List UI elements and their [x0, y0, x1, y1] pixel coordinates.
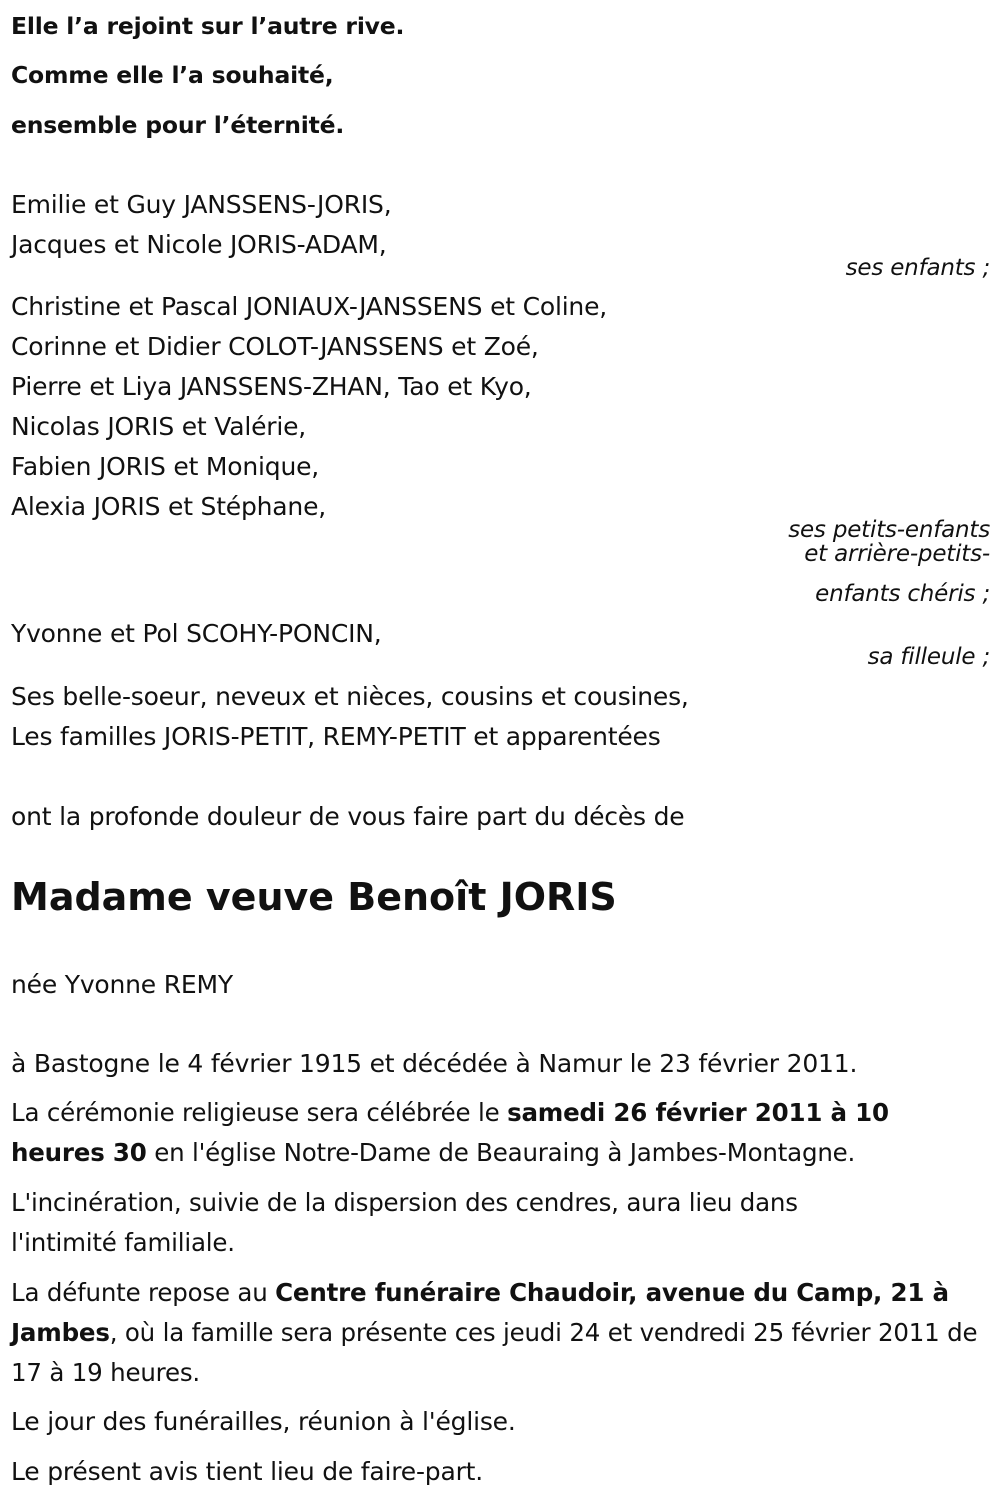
grandchild-line-2: Corinne et Didier COLOT-JANSSENS et Zoé,	[11, 332, 539, 361]
motto-line-1: Elle l’a rejoint sur l’autre rive.	[11, 12, 405, 40]
goddaughter-role: sa filleule ;	[867, 644, 990, 670]
grandchild-line-1: Christine et Pascal JONIAUX-JANSSENS et Coline,	[11, 292, 608, 321]
notice-line: Le présent avis tient lieu de faire-part.	[11, 1457, 484, 1486]
grandchild-line-3: Pierre et Liya JANSSENS-ZHAN, Tao et Kyo,	[11, 372, 532, 401]
motto-line-3: ensemble pour l’éternité.	[11, 111, 345, 139]
announcement: ont la profonde douleur de vous faire part du décès de	[11, 802, 685, 831]
repose-paragraph	[11, 1273, 986, 1393]
child-line-2: Jacques et Nicole JORIS-ADAM,	[11, 230, 387, 259]
grandchild-line-4: Nicolas JORIS et Valérie,	[11, 412, 307, 441]
grandchildren-role-line-1: ses petits-enfants	[788, 517, 990, 543]
ceremony-text-pre: La cérémonie religieuse sera célébrée le	[11, 1098, 508, 1127]
repose-location: Centre funéraire Chaudoir, avenue du Camp, 21 à Jambes	[11, 1278, 949, 1347]
motto-line-2: Comme elle l’a souhaité,	[11, 61, 334, 89]
goddaughter-line: Yvonne et Pol SCOHY-PONCIN,	[11, 619, 382, 648]
birth-death-line: à Bastogne le 4 février 1915 et décédée à Namur le 23 février 2011.	[11, 1049, 858, 1078]
relatives-line-2: Les familles JORIS-PETIT, REMY-PETIT et apparentées	[11, 722, 661, 751]
meeting-line: Le jour des funérailles, réunion à l'église.	[11, 1407, 516, 1436]
ceremony-text-post: en l'église Notre-Dame de Beauraing à Jambes-Montagne.	[146, 1138, 856, 1167]
repose-text-pre: La défunte repose au	[11, 1278, 276, 1307]
grandchildren-role-line-3: enfants chéris ;	[815, 581, 990, 607]
ceremony-date: samedi 26 février 2011 à 10 heures 30	[11, 1098, 889, 1167]
child-line-1: Emilie et Guy JANSSENS-JORIS,	[11, 190, 392, 219]
grandchild-line-5: Fabien JORIS et Monique,	[11, 452, 320, 481]
ceremony-paragraph	[11, 1093, 986, 1173]
incineration-paragraph: L'incinération, suivie de la dispersion des cendres, aura lieu dans l'intimité familiale.	[11, 1188, 798, 1257]
maiden-name: née Yvonne REMY	[11, 970, 233, 999]
grandchildren-role-line-2: et arrière-petits-	[804, 541, 990, 567]
children-role: ses enfants ;	[845, 255, 990, 281]
grandchild-line-6: Alexia JORIS et Stéphane,	[11, 492, 326, 521]
repose-text-post: , où la famille sera présente ces jeudi 24 et vendredi 25 février 2011 de 17 à 19 heures.	[11, 1318, 978, 1387]
relatives-line-1: Ses belle-soeur, neveux et nièces, cousins et cousines,	[11, 682, 689, 711]
deceased-name: Madame veuve Benoît JORIS	[11, 875, 617, 919]
